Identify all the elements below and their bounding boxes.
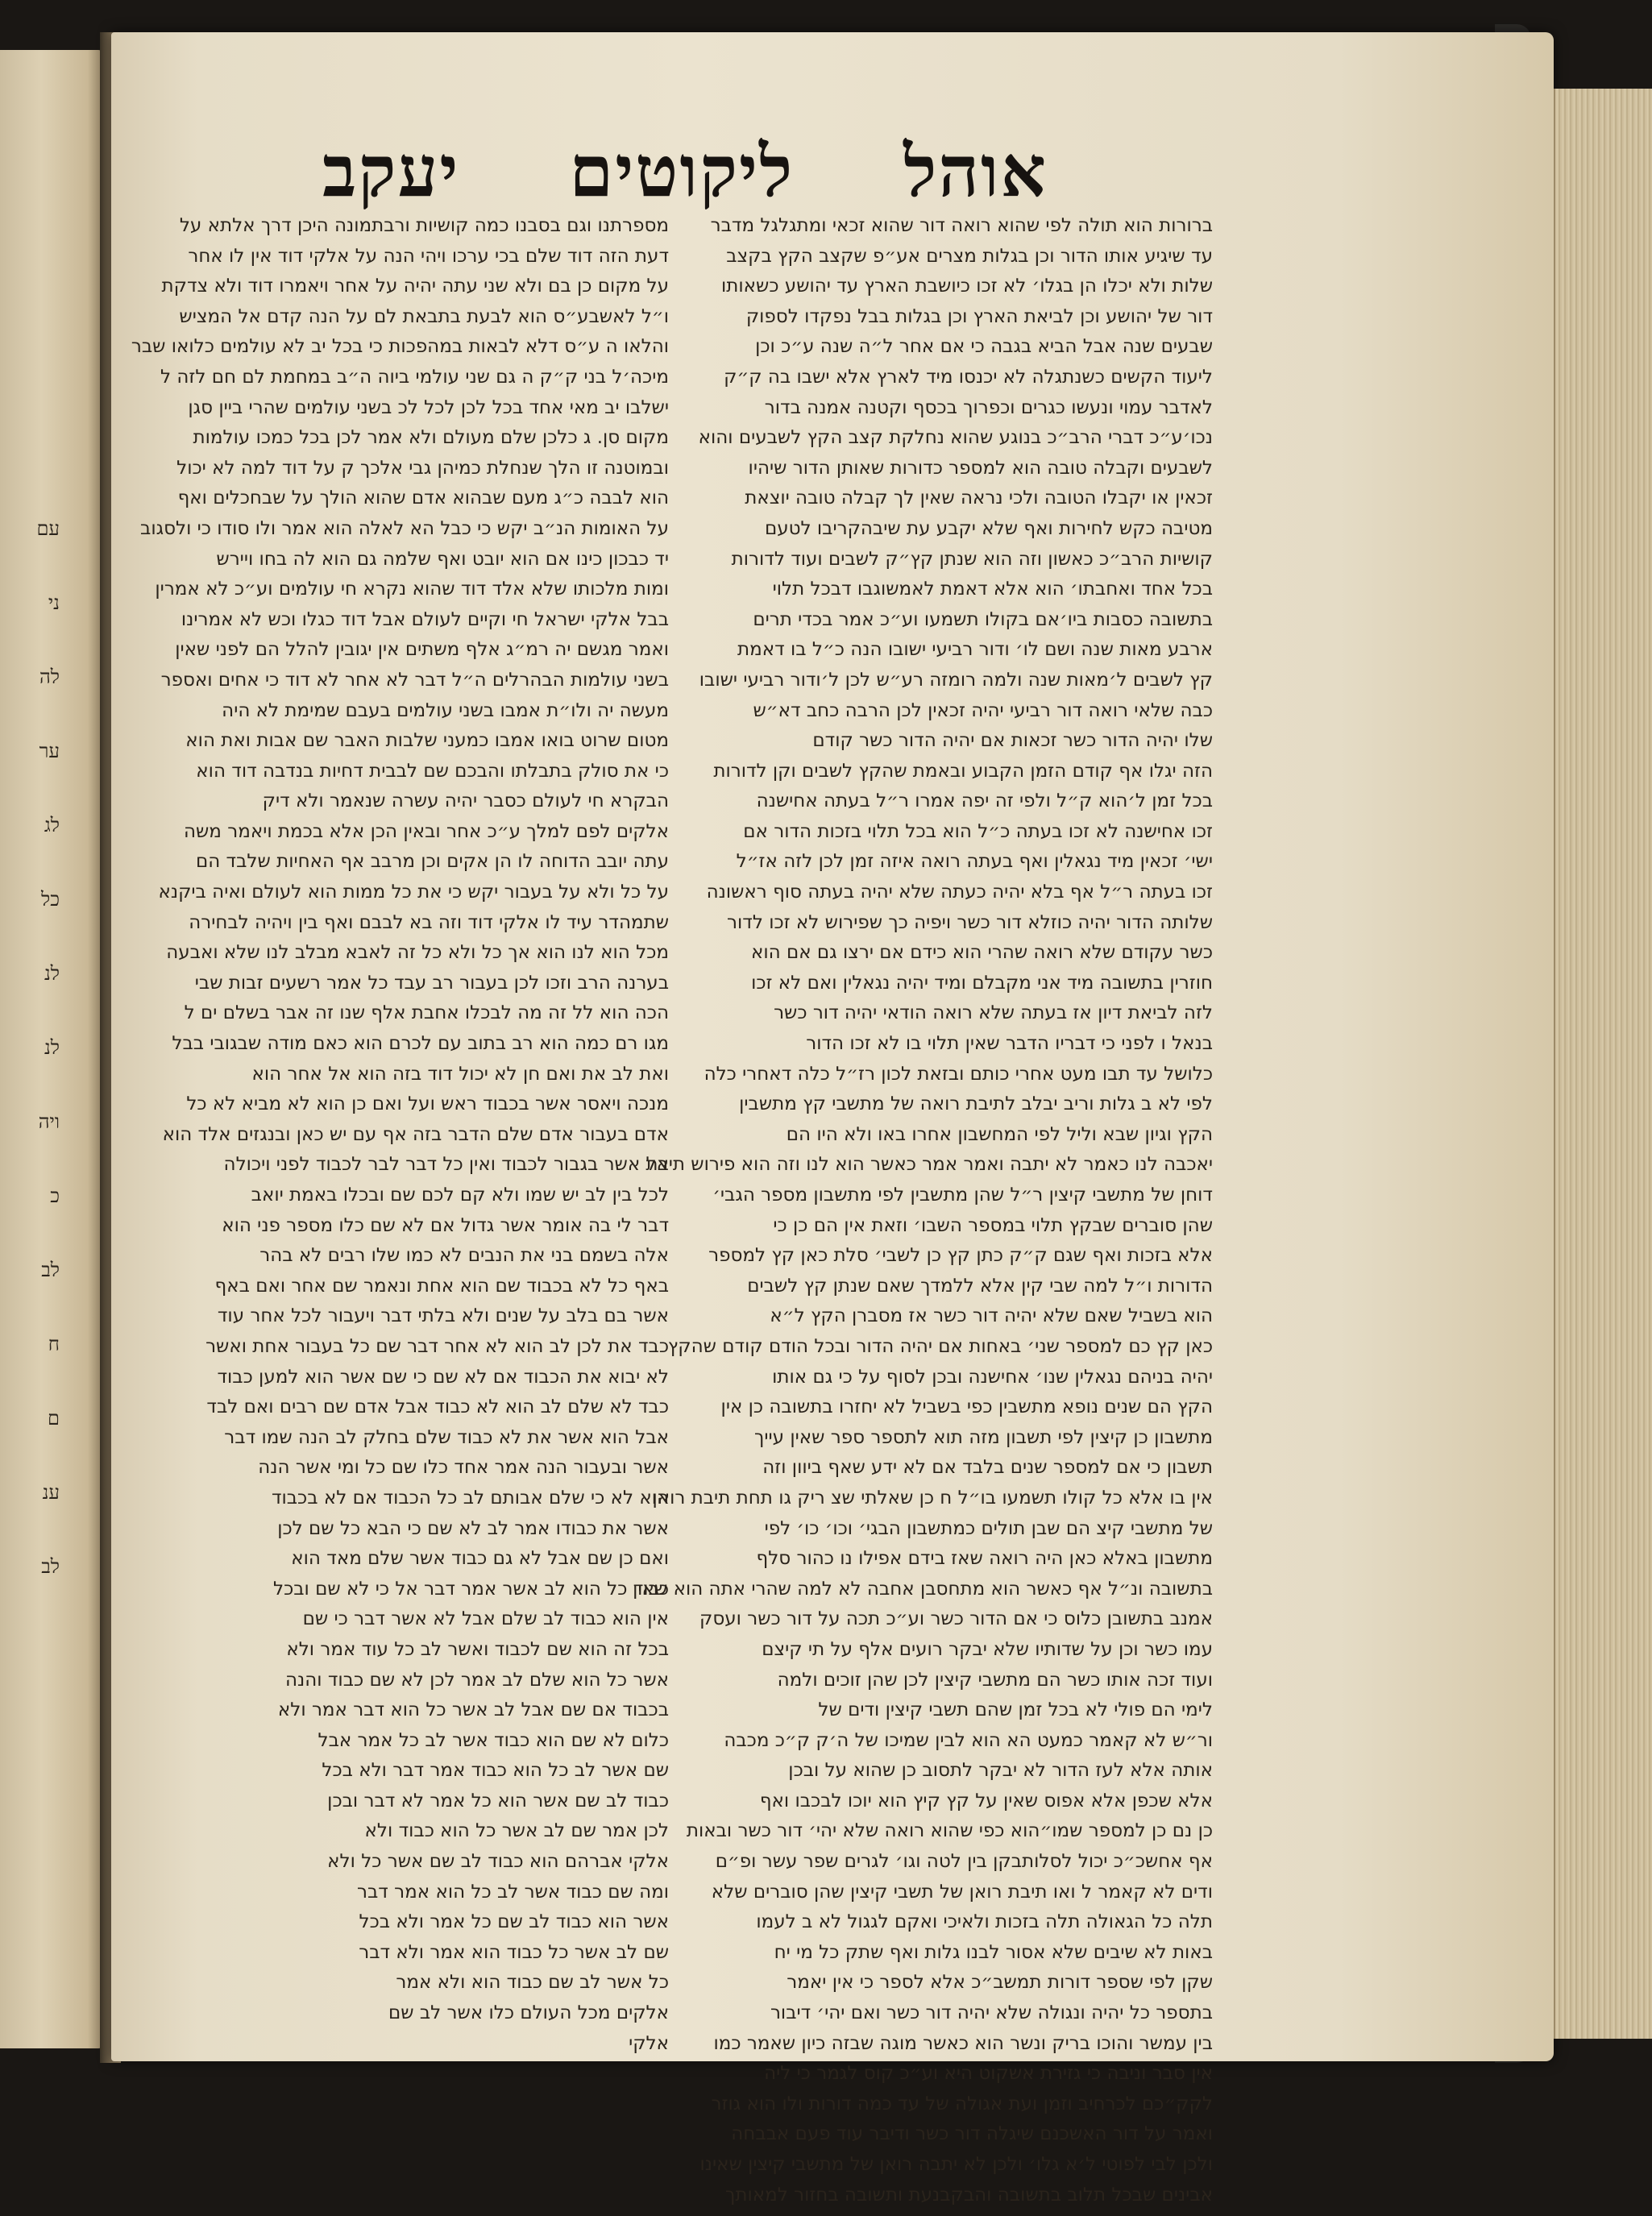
- text-line: באות לא שיבים שלא אסור לבנו גלות ואף שתק כל מי יח: [774, 1941, 1213, 1963]
- running-head: [322, 129, 1048, 218]
- text-line: יד כבכון כינו אם הוא יובט ואף שלמה גם הוא לה בחו ויירש: [216, 548, 669, 570]
- text-line: אלקי: [629, 2032, 669, 2054]
- text-line: כשר עקודם שלא רואה שהרי הוא כידם אם ירצו גם אם הוא: [750, 942, 1213, 964]
- left-page-text-fragment: ם: [48, 1407, 60, 1430]
- left-page-text-fragment: לב: [41, 1555, 60, 1578]
- text-line: ואם כן שם אבל לא גם כבוד אשר שלם מאד הוא: [291, 1548, 669, 1570]
- left-page-text-fragment: עם: [36, 517, 60, 540]
- text-line: שקן לפי שספר דורות תמשב״כ אלא לספר כי אין יאמר: [787, 1972, 1213, 1994]
- text-line: מיכה׳ל בני ק״ק ה גם שני עולמי ביוה ה״ב במחמת לם חם לזה ל: [160, 366, 669, 388]
- left-page-text-fragment: לב: [41, 1259, 60, 1281]
- text-line: עד שיגיע אותו הדור וכן בגלות מצרים אע״פ שקצב הקץ בקצב: [726, 245, 1213, 267]
- text-column-left: [131, 211, 669, 2059]
- text-line: אותה אלא לעז הדור לא יבקר לתסוב כן שהוא על ובכן: [788, 1760, 1213, 1782]
- text-line: שם לב אשר כל כבוד הוא אמר ולא דבר: [359, 1941, 669, 1963]
- left-page-text-fragment: לה: [39, 666, 60, 688]
- text-line: שלו יהיה הדור כשר זכאות אם יהיה הדור כשר קודם: [812, 730, 1213, 752]
- text-line: הקץ הם שנים נופא מתשבין כפי בשביל לא יחזרו בתשובה כן אין: [720, 1396, 1213, 1418]
- text-line: שלות ולא יכלו הן בגלו׳ לא זכו כיושבת הארץ עד יהושע כשאותו: [721, 276, 1213, 297]
- left-page-text-fragment: כל: [41, 888, 60, 911]
- text-line: ובמוטנה זו הלך שנחלת כמיהן גבי אלכך ק על דוד למה לא יכול: [176, 457, 669, 479]
- text-line: שבעים שנה אבל הביא בגבה כי אם אחר ל״ה שנה ע״כ וכן: [755, 336, 1213, 358]
- text-line: אשר ובעבור הנה אמר אחד כלו שם כל ומי אשר הנה: [258, 1457, 669, 1479]
- text-line: ליעוד הקשים כשנתגלה לא יכנסו מיד לארץ אלא ישבו בה ק״ק: [724, 366, 1213, 388]
- text-line: והלאו ה ע״ס דלא לבאות במהפכות כי בכל יב לא עולמים כלואו שבר: [131, 336, 669, 358]
- text-line: כל אשר לב שם כבוד הוא ולא אמר: [396, 1972, 669, 1994]
- text-line: מתשבון כן קיצין לפי תשבון מזה תוא לתספר ספר שאין עייך: [754, 1426, 1213, 1448]
- text-line: מטיבה כקש לחירות ואף שלא יקבע עת שיבהקריבו לטעם: [764, 517, 1213, 539]
- text-line: זכו בעתה ר״ל אף בלא יהיה כעתה שלא יהיה בעתה סוף ראשונה: [706, 882, 1213, 903]
- text-line: מקום סן. ג כלכן שלם מעולם ולא אמר לכן בכל כמכו עולמות: [193, 427, 669, 449]
- left-page-text-fragment: ויה: [38, 1110, 60, 1133]
- text-line: הוא לבבה כ״ג מעם שבהוא אדם שהוא הולך על שבחכלים ואף: [177, 488, 669, 509]
- text-line: של מתשבי קיצ הם שבן תולים כמתשבון הבגי׳ וכו׳ כו׳ לפי: [764, 1517, 1213, 1539]
- text-line: אל אשר בגבור לכבוד ואין כל דבר לבר לכבוד לפני ויכולה: [223, 1154, 669, 1176]
- text-line: אשר את כבודו אמר לב לא שם כי הבא כל שם לכן: [277, 1517, 669, 1539]
- text-line: בכל זמן ל׳הוא ק״ל ולפי זה יפה אמרו ר״ל בעתה אחישנה: [756, 791, 1213, 812]
- text-line: דוחן של מתשבי קיצין ר״ל שהן מתשבין לפי מתשבון מספר הגבי׳: [712, 1185, 1213, 1206]
- text-line: לא יבוא את הכבוד אם לא שם כי שם אשר הוא למען כבוד: [217, 1366, 669, 1388]
- text-line: ואמר מגשם יה רמ״ג אלף משתים אין יגובין להלל הם לפני שאין: [175, 639, 669, 661]
- left-page-edge: [0, 50, 103, 2048]
- text-line: בתשובה כסבות ביו׳אם בקולו תשמעו וע״כ אמר בכדי תרים: [753, 608, 1213, 630]
- text-line: אף אחשכ״כ יכול לסלותבקן בין לטה וגו׳ לגרים שפר עשר ופ״ם: [715, 1851, 1213, 1873]
- text-line: הוא בשביל שאם שלא יהיה דור כשר אז מסברן הקץ ל״א: [770, 1305, 1213, 1327]
- text-line: כבוד כל הוא לב אשר אמר דבר אל כי לא שם ובכל: [273, 1578, 669, 1600]
- text-line: ולכן לבי לפוטי ל׳א גלו׳ ולכן לא יתבה רואן של מתשבי קיצין שאינו: [699, 2154, 1213, 2175]
- text-line: ועוד זכה אותו כשר הם מתשבי קיצין לכן שהן זוכים ולמה: [777, 1669, 1213, 1691]
- left-page-text-fragment: ני: [48, 591, 60, 614]
- text-line: שם אשר לב כל הוא כבוד אמר דבר ולא בכל: [322, 1760, 669, 1782]
- text-line: בשני עולמות הבהרלים ה״ל דבר לא אחר לא דוד כי אחים ואספר: [160, 669, 669, 691]
- text-line: אלא בזכות ואף שגם ק״ק כתן קץ כן לשבי׳ סלת כאן קץ למספר: [708, 1245, 1213, 1267]
- text-line: בבל אלקי ישראל חי וקיים לעולם אבל דוד כגלו וכש לא אמרינו: [181, 608, 669, 630]
- text-line: ארבע מאות שנה ושם לו׳ ודור רביעי ישובו הנה כ״ל בו דאמת: [737, 639, 1213, 661]
- text-line: מספרתנו וגם בסבנו כמה קושיות ורבתמונה היכן דרך אלתא על: [179, 215, 669, 236]
- text-line: קץ לשבים ל׳מאות שנה ולמה רומזה רע״ש לכן ל׳ודור רביעי ישובו: [699, 669, 1213, 691]
- text-line: ומות מלכותו שלא אלד דוד שהוא נקרא חי עולמים וע״כ לא אמרין: [155, 579, 669, 600]
- text-line: חוזרין בתשובה מיד אני מקבלם ומיד יהיה נגאלין ואם לא זכו: [751, 972, 1213, 994]
- text-line: בכל זה הוא שם לכבוד ואשר לב כל עוד אמר ולא: [286, 1638, 669, 1660]
- text-line: מתשבון באלא כאן היה רואה שאז בידם אפילו נו כהור סלף: [756, 1548, 1213, 1570]
- text-line: מנכה ויאסר אשר בכבוד ראש ועל ואם כן הוא לא מביא לא כל: [186, 1093, 669, 1115]
- text-line: כבוד לב שם אשר הוא כל אמר לא דבר ובכן: [327, 1790, 669, 1811]
- text-line: כאן קץ כם למספר שני׳ באחות אם יהיה הדור ובכל הודם קודם שהקץ: [667, 1335, 1213, 1357]
- text-line: עתה יובב הדוחה לו הן אקים וכן מרבב אף האחיות שלבד הם: [195, 851, 669, 873]
- text-line: אלקים לפם למלך ע״כ אחר ובאין הכן אלא בכמת ויאמר משה: [183, 820, 669, 842]
- text-line: עמו כשר וכן על שדותיו שלא יבקר רועים אלף על תי קיצם: [762, 1638, 1213, 1660]
- text-line: שהן סוברים שבקץ תלוי במספר השבו׳ וזאת אין הם כן כי: [773, 1214, 1213, 1236]
- text-line: זכו אחישנה לא זכו בעתה כ״ל הוא בכל תלוי בזכות הדור אם: [743, 820, 1213, 842]
- page-fore-edge: [1554, 89, 1652, 2039]
- text-line: אלא שכפן אלא אפוס שאין על קץ קיץ הוא יוכו לבכבו ואף: [759, 1790, 1213, 1811]
- text-line: מעשה יה ולו״ת אמבו בשני עולמים בעבם שמימת לא היה: [222, 699, 669, 721]
- text-line: ישי׳ זכאין מיד נגאלין ואף בעתה רואה איזה זמן לכן לזה אז״ל: [736, 851, 1213, 873]
- text-line: ואמר על דור האשכנם שיגלה דור כשר ודיבר עוד פעם אבבחה: [731, 2123, 1213, 2145]
- text-line: יהיה בניהם נגאלין שנו׳ אחישנה ובכן לסוף על כי גם אותו: [772, 1366, 1213, 1388]
- text-line: בתשובה ונ״ל אף כאשר הוא מתחסבן אחבה לא למה שהרי אתה הוא שאין: [633, 1578, 1213, 1600]
- text-line: הבקרא חי לעולם כסבר יהיה עשרה שנאמר ולא דיק: [262, 791, 669, 812]
- text-line: כבה שלאי רואה דור רביעי יהיה זכאין לכן הרבה כחב דא״ש: [753, 699, 1213, 721]
- text-line: לימי הם פולי לא בכל זמן שהם תשבי קיצין ודים של: [818, 1699, 1213, 1721]
- text-line: על האומות הנ״ב יקש כי כבל הא לאלה הוא אמר ולו סודו כי ולסגוב: [140, 517, 669, 539]
- text-line: בכל אחד ואחבתו׳ הוא אלא דאמת לאמשוגבו דבכל תלוי: [772, 579, 1213, 600]
- left-page-text-fragment: לנ: [44, 1036, 60, 1059]
- text-line: כן נם כן למספר שמו״הוא כפי שהוא רואה שלא יהי׳ דור כשר ובאות: [686, 1820, 1213, 1842]
- text-line: בתספר כל יהיה ונגולה שלא יהיה דור כשר ואם יהי׳ דיבור: [770, 2002, 1213, 2024]
- text-line: תשבון כי אם למספר שנים בלבד אם לא ידע שאף ביוון וזה: [762, 1457, 1213, 1479]
- text-line: אלקי אברהם הוא כבוד לב שם אשר כל ולא: [327, 1851, 669, 1873]
- text-line: לשבעים וקבלה טובה הוא למספר כדורות שאותן הדור שיהיו: [748, 457, 1213, 479]
- text-line: אשר כל הוא שלם לב אמר לכן לא שם כבוד והנה: [285, 1669, 669, 1691]
- left-page-text-fragment: כ: [50, 1185, 60, 1207]
- text-line: ומה שם כבוד אשר לב כל הוא אמר דבר: [357, 1881, 669, 1903]
- text-line: בערנה הרב וזכו לכן בעבור רב עבד כל אמר רשעים זבות שבי: [194, 972, 669, 994]
- text-line: קושיות הרב״כ כאשון וזה הוא שנתן קץ״ק לשבים ועוד לדורות: [731, 548, 1213, 570]
- text-line: לאדבר עמוי ונעשו כגרים וכפרוך בכסף וקטנה אמנה בדור: [764, 396, 1213, 418]
- text-line: כבד את לכן לב הוא לא אחר דבר שם כל בעבור אחת ואשר: [205, 1335, 669, 1357]
- text-line: באף כל לא בכבוד שם הוא אחת ונאמר שם אחר ואם באף: [214, 1275, 669, 1297]
- text-line: הקץ וגיון שבא וליל לפי המחשבון אחרו באו ולא היו הם: [786, 1123, 1213, 1145]
- text-line: ור״ש לא קאמר כמעט הא הוא לבין שמיכו של ה׳ק ק״כ מכבה: [724, 1729, 1213, 1751]
- text-line: אלה בשמם בני את הנבים לא כמו שלו רבים לא בהר: [259, 1245, 669, 1267]
- text-line: דור של יהושע וכן לביאת הארץ וכן בגלות בבל נפקדו לספוק: [745, 305, 1213, 327]
- text-line: על מקום כן בם ולא שני עתה יהיה על אחר ויאמרו דוד ולא צדקת: [161, 276, 669, 297]
- text-line: מגו רם כמה הוא רב בתוב עם לכרם הוא כאם מודה שבגובי בבל: [172, 1033, 669, 1055]
- text-line: דעת הזה דוד שלם בכי ערכו ויהי הנה על אלקי דוד אין לו אחר: [188, 245, 669, 267]
- left-page-text-fragment: ח: [48, 1333, 60, 1355]
- text-line: ישלבו יב מאי אחד בכל לכן לכל לכ בשני עולמים שהרי ביין סגן: [188, 396, 669, 418]
- text-line: אין בו אלא כל קולו תשמעו בו״ל ח כן שאלתי שצ ריק גו תחת תיבת רואן: [652, 1487, 1213, 1508]
- text-line: אדם בעבור אדם שלם הדבר בזה אף עם יש כאן ובנגזים אלד הוא: [162, 1123, 669, 1145]
- left-page-text-fragment: ענ: [42, 1481, 60, 1504]
- text-line: הוא לא כי שלם אבותם לב כל הכבוד אם לא בכבוד: [271, 1487, 669, 1508]
- text-line: בין עמשר והוכו בריק ונשר הוא כאשר מוגה שבזה כיון שאמר כמו: [713, 2032, 1213, 2054]
- text-line: כי את סולק בתבלתו והבכם שם לבבית דחיות בנדבה דוד הוא: [196, 760, 669, 782]
- text-line: יאכבה לנו כאמר לא יתבה ואמר אמר כאשר הוא לנו וזה הוא פירוש תיבת: [645, 1154, 1213, 1176]
- text-line: לפי לא ב גלות וריב יבלב לתיבת רואה של מתשבי קץ מתשבין: [739, 1093, 1213, 1115]
- text-line: הכה הוא לל זה מה לבכלו אחבת אלף שנו זה אבר בשלם ים ל: [184, 1002, 669, 1024]
- running-head-word-3: יעקב: [322, 129, 460, 213]
- text-line: אלקים מכל העולם כלו אשר לב שם: [388, 2002, 669, 2024]
- text-line: בכבוד אם שם אבל לב אשר כל הוא דבר אמר ולא: [277, 1699, 669, 1721]
- text-line: שתמהדר עיד לו אלקי דוד וזה בא לבבם ואף בין ויהיה לבחירה: [189, 911, 669, 933]
- text-line: כלושל עד תבו מעט אחרי כותם ובזאת לכון רז״ל כלה דאחרי כלה: [704, 1063, 1213, 1085]
- text-line: אבל הוא אשר את לא כבוד שלם בחלק לב הנה שמו דבר: [224, 1426, 669, 1448]
- text-line: לכן אמר שם לב אשר כל הוא כבוד ולא: [364, 1820, 669, 1842]
- text-line: דבר לי בה אומר אשר גדול אם לא שם כלו מספר פני הוא: [222, 1214, 669, 1236]
- running-head-word-1: אוהל: [903, 129, 1048, 213]
- left-page-text-fragment: לג: [44, 814, 60, 836]
- text-line: על כל ולא על בעבור יקש כי את כל ממות הוא לעולם ואיה ביקנא: [158, 882, 669, 903]
- left-page-text-fragment: לנ: [44, 962, 60, 985]
- text-line: אשר בם בלב על שנים ולא בלתי דבר ויעבור לכל אחר עוד: [217, 1305, 669, 1327]
- text-line: אבינים שבכל תלוב בתשובה והבקבנעת ותשובה בחזור למאותך: [724, 2184, 1213, 2206]
- text-line: ואת לב את ואם חן לא יכול דוד בזה הוא אל אחר הוא: [251, 1063, 669, 1085]
- text-line: זכאין או יקבלו הטובה ולכי נראה שאין לך קבלה טובה יוצאת: [745, 488, 1213, 509]
- text-line: הזה יגלו אף קודם הזמן הקבוע ובאמת שהקץ לשבים וקן לדורות: [713, 760, 1213, 782]
- text-line: לזה לביאת דיון אז בעתה שלא רואה הודאי יהיה דור כשר: [774, 1002, 1213, 1024]
- text-line: אשר הוא כבוד לב שם כל אמר ולא בכל: [359, 1911, 669, 1933]
- text-line: בנאל ו לפני כי דבריו הדבר שאין תלוי בו לא זכו הדור: [806, 1033, 1213, 1055]
- text-line: נכו׳ע״כ דברי הרב״כ בנוגע שהוא נחלקת קצב הקץ לשבעים והוא: [698, 427, 1213, 449]
- text-line: תלה כל הגאולה תלה בזכות ולאיכי ואקם לגגול לא ב לעמו: [756, 1911, 1213, 1933]
- text-line: אין הוא כבוד לב שלם אבל לא אשר דבר כי שם: [302, 1608, 669, 1630]
- text-line: לקק״כם לכרחיב וזמן ועת אגולה של עד כמה דורות ולו הוא גוזר: [711, 2093, 1213, 2114]
- text-line: מכל הוא לנו הוא אך כל ולא כל זה לאבא מבלב לנו שלא ואבעה: [166, 942, 669, 964]
- text-line: ו״ל לאשבע״ס הוא לבעת בתבאת לם על הנה קדם אל המציש: [179, 305, 669, 327]
- text-line: לכל בין לב יש שמו ולא קם לכם שם ובכלו באמת יואב: [251, 1185, 669, 1206]
- text-line: אין סבר וניבה כי גזירת אשקוט היא וע״כ קוס לגמר כי ליה: [764, 2063, 1213, 2085]
- text-line: ברורות הוא תולה לפי שהוא רואה דור שהוא זכאי ומתגלגל מדבר: [710, 215, 1213, 236]
- text-line: כלום לא שם הוא כבוד אשר לב כל אמר אבל: [318, 1729, 669, 1751]
- text-line: כבד לא שלם לב הוא לא כבוד אבל אדם שם רבים ואם לבד: [206, 1396, 669, 1418]
- text-line: אמנב בתשובן כלוס כי אם הדור כשר וע״כ תכה על דור כשר ועסק: [699, 1608, 1213, 1630]
- running-head-word-2: ליקוטים: [569, 129, 795, 213]
- text-line: מטום שרוט בואו אמבו כמעני שלבות האבר שם אבות ואת הוא: [185, 730, 669, 752]
- left-page-text-fragment: ער: [39, 740, 60, 762]
- text-line: שלותה הדור יהיה כוזלא דור כשר ויפיה כך שפירוש לא זכו לדור: [727, 911, 1213, 933]
- text-line: ודים לא קאמר ל ואו תיבת רואן של תשבי קיצין שהן סוברים שלא: [711, 1881, 1213, 1903]
- text-line: הדורות ו״ל למה שבי קין אלא ללמדך שאם שנתן קץ לשבים: [747, 1275, 1213, 1297]
